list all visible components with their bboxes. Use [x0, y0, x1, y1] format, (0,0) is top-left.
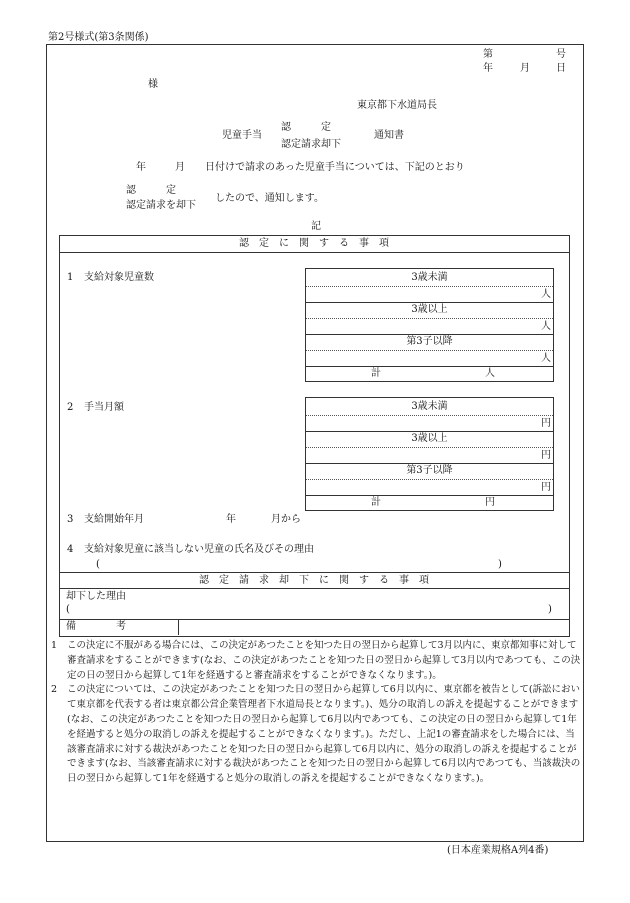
- section2-header: 認 定 請 求 却 下 に 関 す る 事 項: [199, 575, 429, 586]
- monthly-amount-unit: 円: [541, 482, 551, 493]
- note-item: [51, 683, 581, 787]
- intro-suffix: したので、通知します。: [215, 193, 324, 204]
- note-number: 2: [51, 684, 58, 696]
- date-month: 月: [520, 63, 530, 74]
- note-item: [51, 639, 581, 683]
- ki-label: 記: [311, 221, 321, 232]
- reject-reason-paren-open: (: [66, 604, 70, 615]
- monthly-amount-row-label: 3歳未満: [411, 401, 448, 412]
- child-count-row-label: 第3子以降: [406, 336, 453, 347]
- paper-size-note: (日本産業規格A列4番): [447, 845, 549, 856]
- monthly-amount-unit: 円: [541, 450, 551, 461]
- number-prefix: 第: [483, 49, 493, 60]
- monthly-amount-row-label: 第3子以降: [406, 465, 453, 476]
- item4-number: 4: [67, 544, 74, 555]
- section1-header: 認 定 に 関 す る 事 項: [239, 238, 389, 249]
- note-number: 1: [51, 640, 58, 651]
- item1-number: 1: [67, 272, 74, 283]
- item4-label: 支給対象児童に該当しない児童の氏名及びその理由: [84, 544, 314, 555]
- form-label: 第2号様式(第3条関係): [48, 32, 149, 43]
- intro-year: 年: [136, 162, 146, 173]
- divider: [59, 252, 569, 253]
- child-count-unit: 人: [541, 321, 551, 332]
- child-count-unit: 人: [541, 289, 551, 300]
- item4-paren-close: ): [498, 559, 502, 570]
- date-year: 年: [483, 63, 493, 74]
- child-count-unit: 人: [541, 353, 551, 364]
- number-suffix: 号: [556, 49, 566, 60]
- child-count-total-unit: 人: [485, 368, 495, 379]
- title-option-top: 認 定: [281, 122, 331, 133]
- item3-year: 年: [226, 514, 236, 525]
- intro-text: 日付けで請求のあった児童手当については、下記のとおり: [205, 162, 465, 173]
- item3-number: 3: [67, 514, 74, 525]
- item3-month-from: 月から: [271, 514, 301, 525]
- child-count-total-label: 計: [371, 368, 381, 379]
- child-count-row-label: 3歳以上: [411, 304, 448, 315]
- title-suffix: 通知書: [374, 130, 404, 141]
- item2-number: 2: [67, 402, 74, 413]
- issuer: 東京都下水道局長: [357, 100, 437, 111]
- monthly-amount-row-label: 3歳以上: [411, 433, 448, 444]
- item4-paren-open: (: [96, 559, 100, 570]
- item1-label: 支給対象児童数: [84, 272, 154, 283]
- monthly-amount-total-unit: 円: [485, 497, 495, 508]
- title-option-bottom: 認定請求却下: [281, 139, 341, 150]
- monthly-amount-unit: 円: [541, 418, 551, 429]
- item3-label: 支給開始年月: [84, 514, 144, 525]
- item2-label: 手当月額: [84, 402, 124, 413]
- intro-month: 月: [175, 162, 185, 173]
- intro-option-bottom: 認定請求を却下: [126, 200, 196, 211]
- remarks-label: 備 考: [66, 621, 126, 632]
- child-count-row-label: 3歳未満: [411, 272, 448, 283]
- addressee-suffix: 様: [148, 79, 158, 90]
- reject-reason-label: 却下した理由: [66, 591, 126, 602]
- title-prefix: 児童手当: [222, 130, 262, 141]
- date-day: 日: [556, 63, 566, 74]
- reject-reason-paren-close: ): [548, 604, 552, 615]
- monthly-amount-total-label: 計: [371, 497, 381, 508]
- note-text: この決定に不服がある場合には、この決定があつたことを知つた日の翌日から起算して3月以内に、東京都知事に対して審査請求をすることができます(なお、この決定があつたことを知つた日の翌日から起算して3月以内であつても、この決定の日の翌日から起算して1年を経過すると審査請求をすることができなくなります。)。: [67, 640, 581, 681]
- note-text: この決定については、この決定があつたことを知つた日の翌日から起算して6月以内に、東京都を被告として(訴訟において東京都を代表する者は東京都公営企業管理者下水道局長となります。)、処分の取消しの訴えを提起することができます(なお、この決定があつたことを知つた日の翌日から起算して6月以内であつても、この決定の日の翌日から起算して1年を経過すると処分の取消しの訴えを提起することができなくなります。)。ただし、上記1の審査請求をした場合には、当該審査請求に対する裁決があつたことを知つた日の翌日から起算して6月以内に、処分の取消しの訴えを提起することができます(なお、当該審査請求に対する裁決があつたことを知つた日の翌日から起算して6月以内であつても、当該裁決の日の翌日から起算して1年を経過すると処分の取消しの訴えを提起することができなくなります。)。: [67, 684, 581, 785]
- notes: [51, 639, 581, 787]
- intro-option-top: 認 定: [126, 185, 176, 196]
